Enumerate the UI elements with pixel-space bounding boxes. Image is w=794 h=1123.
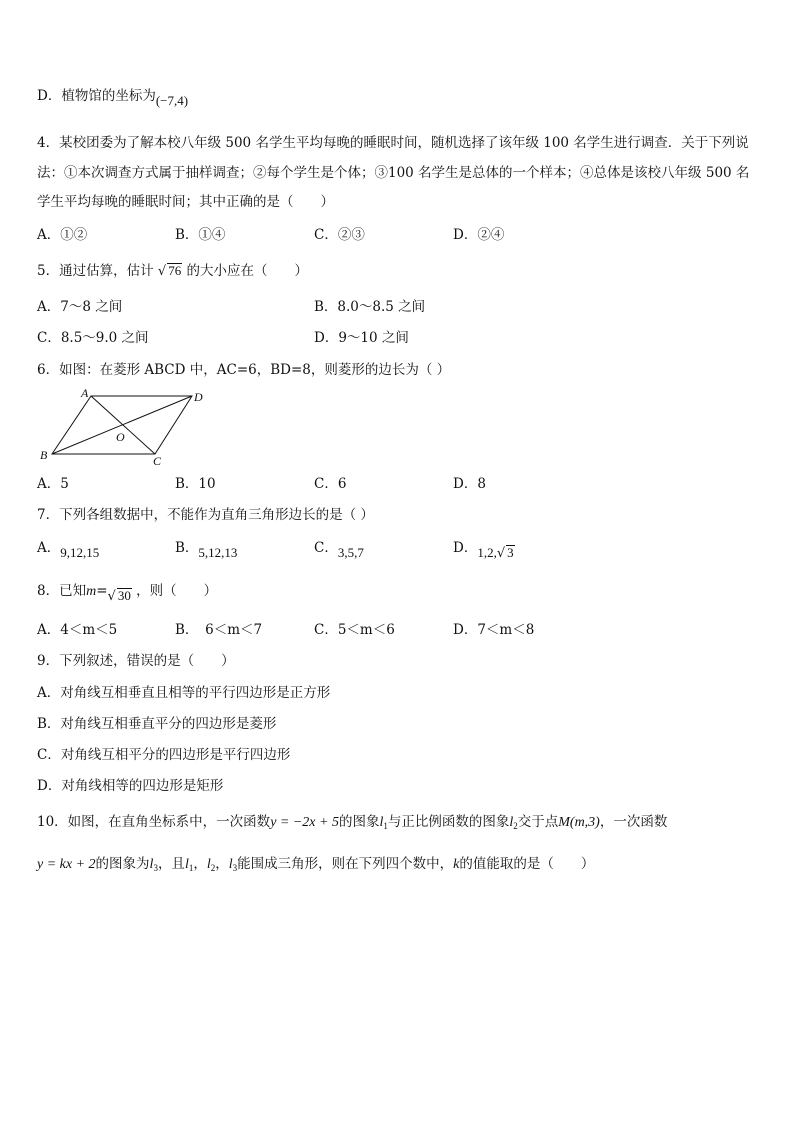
q5-stem bbox=[37, 262, 308, 281]
q10-line-2 bbox=[37, 855, 594, 877]
q10-l3-sub: 3 bbox=[153, 863, 158, 873]
q10-l2-letter: l bbox=[509, 815, 514, 830]
q10-text-1: 10．如图，在直角坐标系中，一次函数 bbox=[37, 814, 271, 830]
q4-line-1: 4．某校团委为了解本校八年级 500 名学生平均每晚的睡眠时间，随机选择了该年级 100 名学生进行调查．关于下列说 bbox=[37, 135, 749, 151]
q5-option-a: A．7～8 之间 bbox=[37, 299, 123, 315]
q10-l1b-sub: 1 bbox=[188, 863, 194, 873]
q5-radicand: 76 bbox=[168, 263, 182, 278]
q6-option-d: D．8 bbox=[453, 476, 486, 492]
q5-option-c: C．8.5～9.0 之间 bbox=[37, 330, 149, 346]
q7-option-b bbox=[175, 539, 238, 560]
q4-option-c: C．②③ bbox=[314, 227, 365, 243]
q7-option-c bbox=[314, 539, 364, 560]
q10-l2-sub: 2 bbox=[513, 821, 518, 831]
q10-l3-letter: l bbox=[149, 857, 154, 872]
label-o: O bbox=[116, 430, 125, 444]
radical-sign-icon: √ bbox=[496, 546, 506, 561]
q7-option-c-letter: C． bbox=[314, 540, 338, 556]
label-c: C bbox=[153, 454, 162, 468]
q10-text-4: 交于点 bbox=[517, 814, 559, 830]
q7-option-d-value bbox=[477, 545, 514, 560]
q7-option-a bbox=[37, 539, 100, 560]
q10-l3b-sub: 3 bbox=[232, 863, 238, 873]
q8-stem bbox=[37, 582, 218, 604]
q7-option-a-value: 9,12,15 bbox=[60, 545, 100, 560]
q7-option-c-value: 3,5,7 bbox=[337, 545, 364, 560]
q10-l2b-letter: l bbox=[206, 857, 211, 872]
q8-stem-after: ，则（ ） bbox=[136, 583, 218, 599]
q8-option-c: C．5＜m＜6 bbox=[314, 622, 395, 638]
q7-option-b-letter: B． bbox=[175, 540, 199, 556]
q10-line-l3 bbox=[150, 857, 158, 872]
radical-sign-icon: √ bbox=[107, 589, 116, 604]
q8-radicand: 30 bbox=[117, 588, 131, 603]
q10-text-8: 能围成三角形，则在下列四个数中， bbox=[237, 856, 454, 872]
q8-option-a: A．4＜m＜5 bbox=[37, 622, 118, 638]
q7-stem: 7．下列各组数据中，不能作为直角三角形边长的是（ ） bbox=[37, 507, 374, 523]
q8-stem-before: 8．已知 bbox=[37, 583, 87, 599]
q5-sqrt bbox=[158, 263, 182, 279]
q8-eq: = bbox=[96, 583, 108, 599]
q8-option-d: D．7＜m＜8 bbox=[453, 622, 535, 638]
q10-formula-2: y = kx + 2 bbox=[37, 857, 96, 872]
label-a: A bbox=[81, 386, 89, 400]
prev-option-d-value: (−7,4) bbox=[155, 93, 189, 108]
q8-option-b: B． 6＜m＜7 bbox=[175, 622, 263, 638]
q7-option-a-letter: A． bbox=[37, 540, 61, 556]
q4-option-a: A．①② bbox=[37, 227, 88, 243]
q8-var: m bbox=[86, 584, 97, 599]
q10-line-l1 bbox=[379, 815, 387, 830]
q5-option-b: B．8.0～8.5 之间 bbox=[314, 299, 426, 315]
q10-l1-letter: l bbox=[379, 815, 384, 830]
diagonal-bd bbox=[52, 396, 192, 454]
q6-stem: 6．如图：在菱形 ABCD 中，AC=6，BD=8，则菱形的边长为（ ） bbox=[37, 362, 451, 378]
q5-stem-before: 5．通过估算，估计 bbox=[37, 263, 154, 279]
q10-line-1 bbox=[37, 813, 667, 835]
q9-option-d: D．对角线相等的四边形是矩形 bbox=[37, 778, 224, 794]
prev-option-d bbox=[37, 87, 189, 108]
q10-text-7: ，且 bbox=[157, 856, 185, 872]
q9-option-a: A．对角线互相垂直且相等的平行四边形是正方形 bbox=[37, 685, 331, 701]
q10-text-9: 的值能取的是（ ） bbox=[459, 856, 595, 872]
q10-formula-1: y = −2x + 5 bbox=[270, 815, 339, 830]
q7-option-b-value: 5,12,13 bbox=[198, 545, 238, 560]
q10-line-l2b bbox=[207, 857, 215, 872]
q4-line-2: 法：①本次调查方式属于抽样调查；②每个学生是个体；③100 名学生是总体的一个样本；④总体是该校八年级 500 名 bbox=[37, 165, 750, 181]
radical-sign-icon: √ bbox=[157, 264, 167, 279]
q10-k: k bbox=[453, 857, 460, 872]
q7-option-d-letter: D． bbox=[453, 540, 478, 556]
q10-text-3: 与正比例函数的图象 bbox=[387, 814, 510, 830]
q10-line-l2 bbox=[509, 815, 517, 830]
label-b: B bbox=[40, 448, 48, 462]
q7-option-d-radicand: 3 bbox=[507, 545, 514, 560]
q10-text-5: ，一次函数 bbox=[599, 814, 668, 830]
q7-option-d bbox=[453, 539, 515, 561]
q10-l3b-letter: l bbox=[228, 857, 233, 872]
q8-sqrt bbox=[108, 588, 132, 603]
q10-text-6: 的图象为 bbox=[95, 856, 150, 872]
q5-option-d: D．9～10 之间 bbox=[314, 330, 409, 346]
q10-text-2: 的图象 bbox=[338, 814, 380, 830]
rhombus-figure bbox=[30, 385, 220, 470]
q10-line-l3b bbox=[229, 857, 237, 872]
q9-option-c: C．对角线互相平分的四边形是平行四边形 bbox=[37, 747, 291, 763]
q10-l1b-letter: l bbox=[184, 857, 189, 872]
label-d: D bbox=[194, 390, 203, 404]
q10-sep-1: ， bbox=[193, 856, 207, 872]
q5-stem-after: 的大小应在（ ） bbox=[186, 263, 308, 279]
q9-stem: 9．下列叙述，错误的是（ ） bbox=[37, 653, 235, 669]
q10-l1-sub: 1 bbox=[383, 821, 388, 831]
q10-sep-2: ， bbox=[215, 856, 229, 872]
q6-option-b: B．10 bbox=[175, 476, 216, 492]
q6-option-a: A．5 bbox=[37, 476, 69, 492]
q4-option-d: D．②④ bbox=[453, 227, 505, 243]
q4-line-3: 学生平均每晚的睡眠时间；其中正确的是（ ） bbox=[37, 194, 334, 210]
q4-option-b: B．①④ bbox=[175, 227, 226, 243]
q10-point-m: M(m,3) bbox=[558, 815, 600, 830]
q10-l2b-sub: 2 bbox=[210, 863, 216, 873]
prev-option-d-label: D．植物馆的坐标为 bbox=[37, 88, 156, 104]
q6-option-c: C．6 bbox=[314, 476, 347, 492]
q9-option-b: B．对角线互相垂直平分的四边形是菱形 bbox=[37, 716, 277, 732]
q7-option-d-numbers: 1,2, bbox=[477, 545, 497, 560]
